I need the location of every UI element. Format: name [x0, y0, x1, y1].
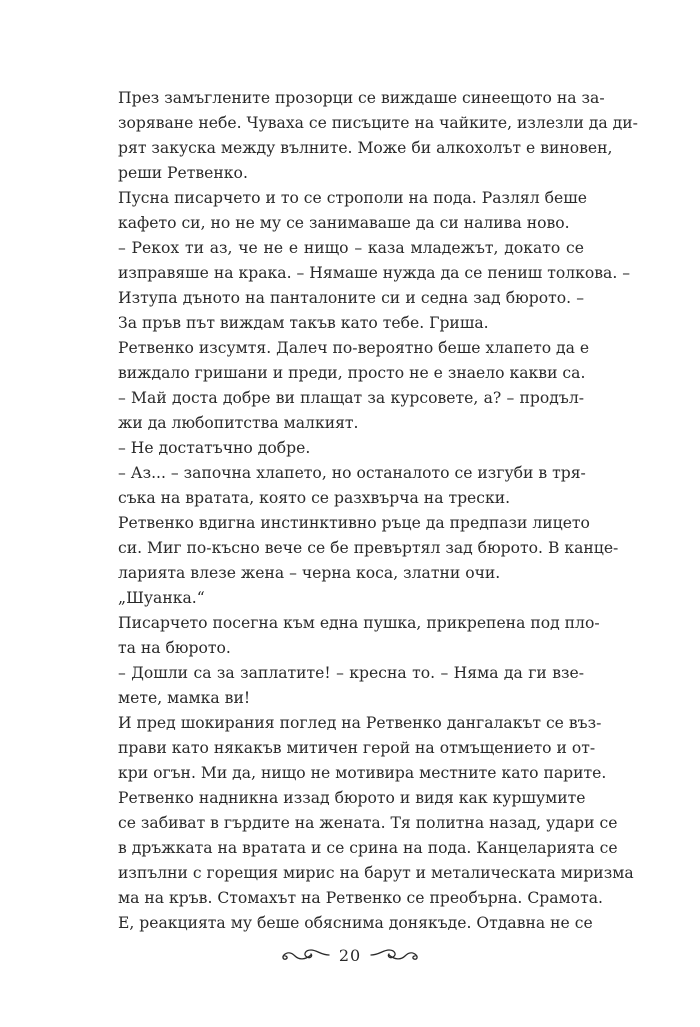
text-line-5: Пусна писарчето и то се строполи на пода. Разлял беше — [118, 189, 587, 207]
text-line-31: в дръжката на вратата и се срина на пода. Канцеларията се — [118, 839, 618, 857]
page-number: 20 — [338, 945, 362, 965]
text-line-6: кафето си, но не му се занимаваше да си налива ново. — [118, 214, 570, 232]
text-line-29: Ретвенко надникна иззад бюрото и видя как куршумите — [118, 789, 586, 807]
text-line-2: зоряване небе. Чуваха се писъците на чайките, излезли да ди- — [118, 114, 638, 132]
text-line-12: виждало гришани и преди, просто не е знаело какви са. — [118, 364, 586, 382]
right-flourish-icon — [369, 946, 423, 964]
text-line-16: – Аз... – започна хлапето, но останалото се изгуби в тря- — [118, 464, 586, 482]
text-line-13: – Май доста добре ви плащат за курсовете, а? – продъл- — [118, 389, 584, 407]
text-line-1: През замъглените прозорци се виждаше синеещото на за- — [118, 89, 605, 107]
text-line-3: рят закуска между вълните. Може би алкохолът е виновен, — [118, 139, 613, 157]
text-line-20: ларията влезе жена – черна коса, златни очи. — [118, 564, 501, 582]
text-line-14: жи да любопитства малкият. — [118, 414, 359, 432]
text-line-8: изправяше на крака. – Нямаше нужда да се пениш толкова. – — [118, 264, 631, 282]
text-line-23: та на бюрото. — [118, 639, 231, 657]
text-line-18: Ретвенко вдигна инстинктивно ръце да предпази лицето — [118, 514, 590, 532]
text-line-15: – Не достатъчно добре. — [118, 439, 311, 457]
text-line-25: мете, мамка ви! — [118, 689, 251, 707]
text-line-11: Ретвенко изсумтя. Далеч по-вероятно беше хлапето да е — [118, 339, 590, 357]
text-line-33: ма на кръв. Стомахът на Ретвенко се преобърна. Срамота. — [118, 889, 603, 907]
text-line-30: се забиват в гърдите на жената. Тя политна назад, удари се — [118, 814, 618, 832]
text-line-9: Изтупа дъното на панталоните си и седна зад бюрото. – — [118, 289, 584, 307]
text-line-19: си. Миг по-късно вече се бе превъртял зад бюрото. В канце- — [118, 539, 619, 557]
text-line-24: – Дошли са за заплатите! – кресна то. – Няма да ги взе- — [118, 664, 584, 682]
text-line-22: Писарчето посегна към една пушка, прикрепена под пло- — [118, 614, 600, 632]
text-line-17: съка на вратата, която се разхвърча на трески. — [118, 489, 511, 507]
text-line-34: Е, реакцията му беше обяснима донякъде. Отдавна не се — [118, 914, 593, 932]
text-line-10: За пръв път виждам такъв като тебе. Гриша. — [118, 314, 489, 332]
text-line-28: кри огън. Ми да, нищо не мотивира местните като парите. — [118, 764, 607, 782]
left-flourish-icon — [277, 946, 331, 964]
text-line-32: изпълни с горещия мирис на барут и металическата миризма — [118, 864, 634, 882]
page-footer — [0, 940, 700, 970]
text-line-27: прави като някакъв митичен герой на отмъщението и от- — [118, 739, 596, 757]
text-line-21: „Шуанка.“ — [118, 589, 205, 607]
text-line-4: реши Ретвенко. — [118, 164, 248, 182]
text-line-7: – Рекох ти аз, че не е нищо – каза младежът, докато се — [118, 239, 584, 257]
text-line-26: И пред шокирания поглед на Ретвенко дангалакът се въз- — [118, 714, 602, 732]
body-text — [118, 86, 638, 936]
